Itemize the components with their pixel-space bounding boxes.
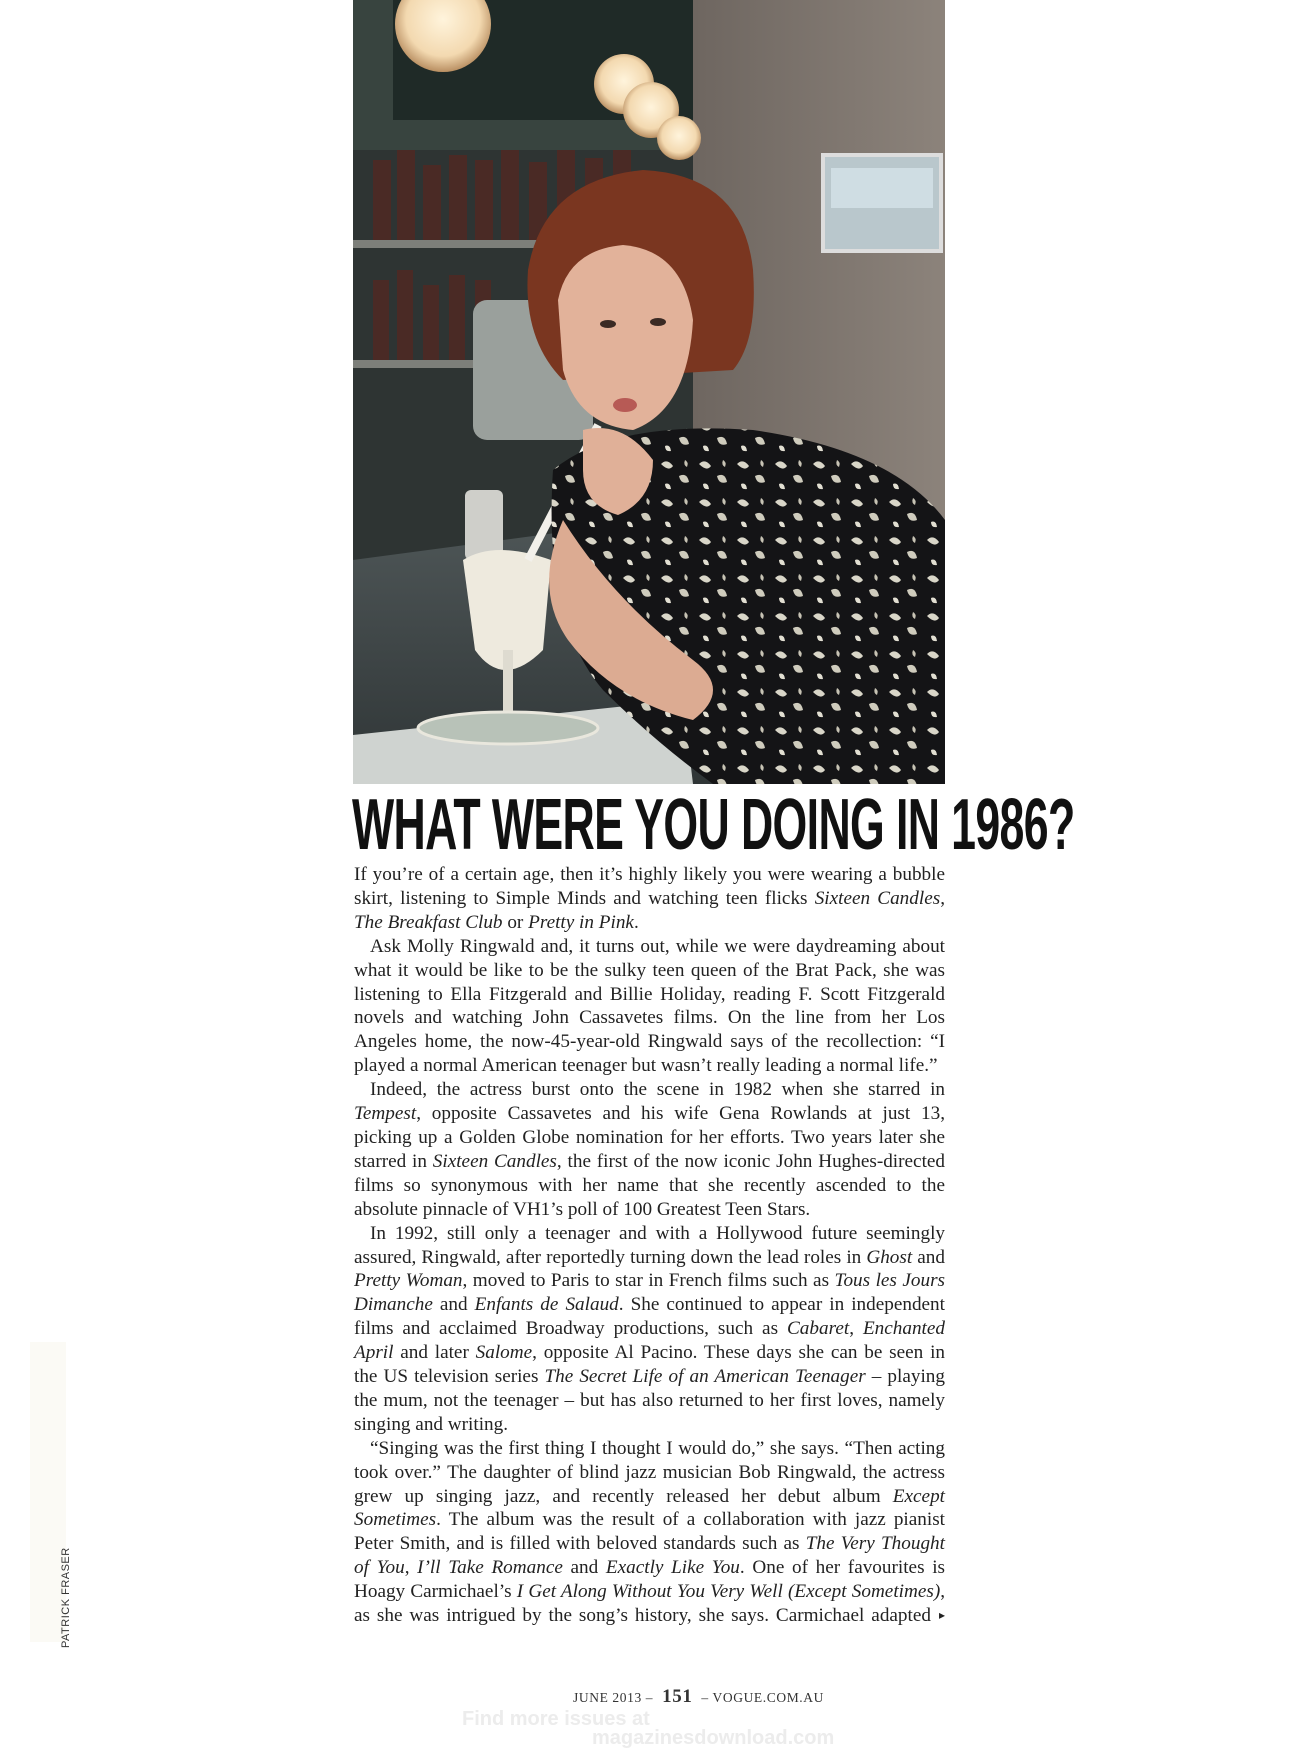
watermark-line2: magazinesdownload.com [592,1727,835,1749]
photo-illustration [353,0,945,784]
text-run: and [912,1246,945,1268]
text-run: and later [393,1342,476,1364]
title-italic: Salome [475,1342,533,1364]
article-photo [353,0,945,784]
text-run: , opposite Al Pacino. These days she can be seen in the US television series [354,1342,945,1388]
title-italic: Enchanted April [354,1318,945,1364]
title-italic: Exactly Like You [605,1557,740,1579]
title-italic: The Very Thought of You [354,1533,945,1579]
title-italic: The Secret Life of an American Teenager [544,1366,866,1388]
title-italic: Except Sometimes [354,1485,945,1531]
photo-credit: PATRICK FRASER [60,1547,72,1648]
text-run: , [849,1318,863,1340]
headline: WHAT WERE YOU DOING IN 1986? [352,785,1075,865]
issue-date: JUNE 2013 [573,1690,642,1705]
article-body [354,863,945,1628]
watermark-line1: Find more issues at [462,1708,650,1730]
text-run: and [432,1294,475,1316]
page-footer [0,1686,1300,1708]
text-run: , moved to Paris to star in French films such as [462,1270,835,1292]
article-paragraph [354,1078,945,1221]
title-italic: Sixteen Candles [432,1150,557,1172]
title-italic: Pretty Woman [354,1270,463,1292]
title-italic: Sixteen Candles [814,887,941,909]
title-italic: Ghost [866,1246,913,1268]
title-italic: Enfants de Salaud [474,1294,619,1316]
title-italic: Tempest [354,1103,417,1125]
title-italic: Tous les Jours Dimanche [354,1270,946,1316]
title-italic: I’ll Take Romance [417,1557,563,1579]
text-run: Ask Molly Ringwald and, it turns out, while we were daydreaming about what it would be like to be the sulky teen queen of the Brat Pack, she was listening to Ella Fitzgerald and Billie Holiday, reading F. Scott Fitzgerald novels and watching John Cassavetes films. On the line from her Los Angeles home, the now-45-year-old Ringwald says of the recollection: “I played a normal American teenager but wasn’t really leading a normal life.” [354,935,945,1077]
title-italic: I Get Along Without You Very Well (Except Sometimes) [516,1581,941,1603]
text-run: , [940,887,945,909]
text-run: , the first of the now iconic John Hughes-directed films so synonymous with her name that she recently ascended to the absolute pinnacle of VH1’s poll of 100 Greatest Teen Stars. [354,1150,946,1220]
title-italic: The Breakfast Club [354,911,503,933]
page-number: 151 [662,1686,693,1707]
website: VOGUE.COM.AU [712,1690,824,1705]
text-run: and [562,1557,606,1579]
text-run: “Singing was the first thing I thought I would do,” she says. “Then acting took over.” The daughter of blind jazz musician Bob Ringwald, the actress grew up singing jazz, and recently released her debut album [354,1437,945,1507]
article-paragraph [354,863,945,935]
footer-separator: – [701,1690,709,1705]
text-run: , opposite Cassavetes and his wife Gena Rowlands at just 13, picking up a Golden Globe nomination for her efforts. Two years later she starred in [354,1103,945,1172]
text-run: In 1992, still only a teenager and with a Hollywood future seemingly assured, Ringwald, after reportedly turning down the lead roles in [354,1222,945,1268]
text-run: Indeed, the actress burst onto the scene in 1982 when she starred in [370,1079,945,1101]
continue-arrow-icon: ▸ [938,1608,945,1623]
title-italic: Pretty in Pink [528,911,634,933]
text-run: . She continued to appear in independent films and acclaimed Broadway productions, such as [354,1294,945,1340]
footer-separator: – [645,1690,654,1705]
text-run: . The album was the result of a collaboration with jazz pianist Peter Smith, and is filled with beloved standards such as [354,1509,945,1555]
article-paragraph [354,1222,945,1437]
title-italic: Cabaret [787,1318,850,1340]
text-run: . One of her favourites is Hoagy Carmichael’s [354,1557,945,1603]
text-run: – playing the mum, not the teenager – but has also returned to her first loves, namely singing and writing. [354,1366,945,1435]
text-run: , as she was intrigued by the song’s history, she says. Carmichael adapted [354,1581,946,1627]
text-run: or [502,911,529,933]
article-paragraph [354,935,945,1078]
text-run: , [404,1557,418,1579]
article-paragraph [354,1437,945,1628]
text-run: If you’re of a certain age, then it’s highly likely you were wearing a bubble skirt, listening to Simple Minds and watching teen flicks [354,864,945,909]
text-run: . [633,911,639,933]
